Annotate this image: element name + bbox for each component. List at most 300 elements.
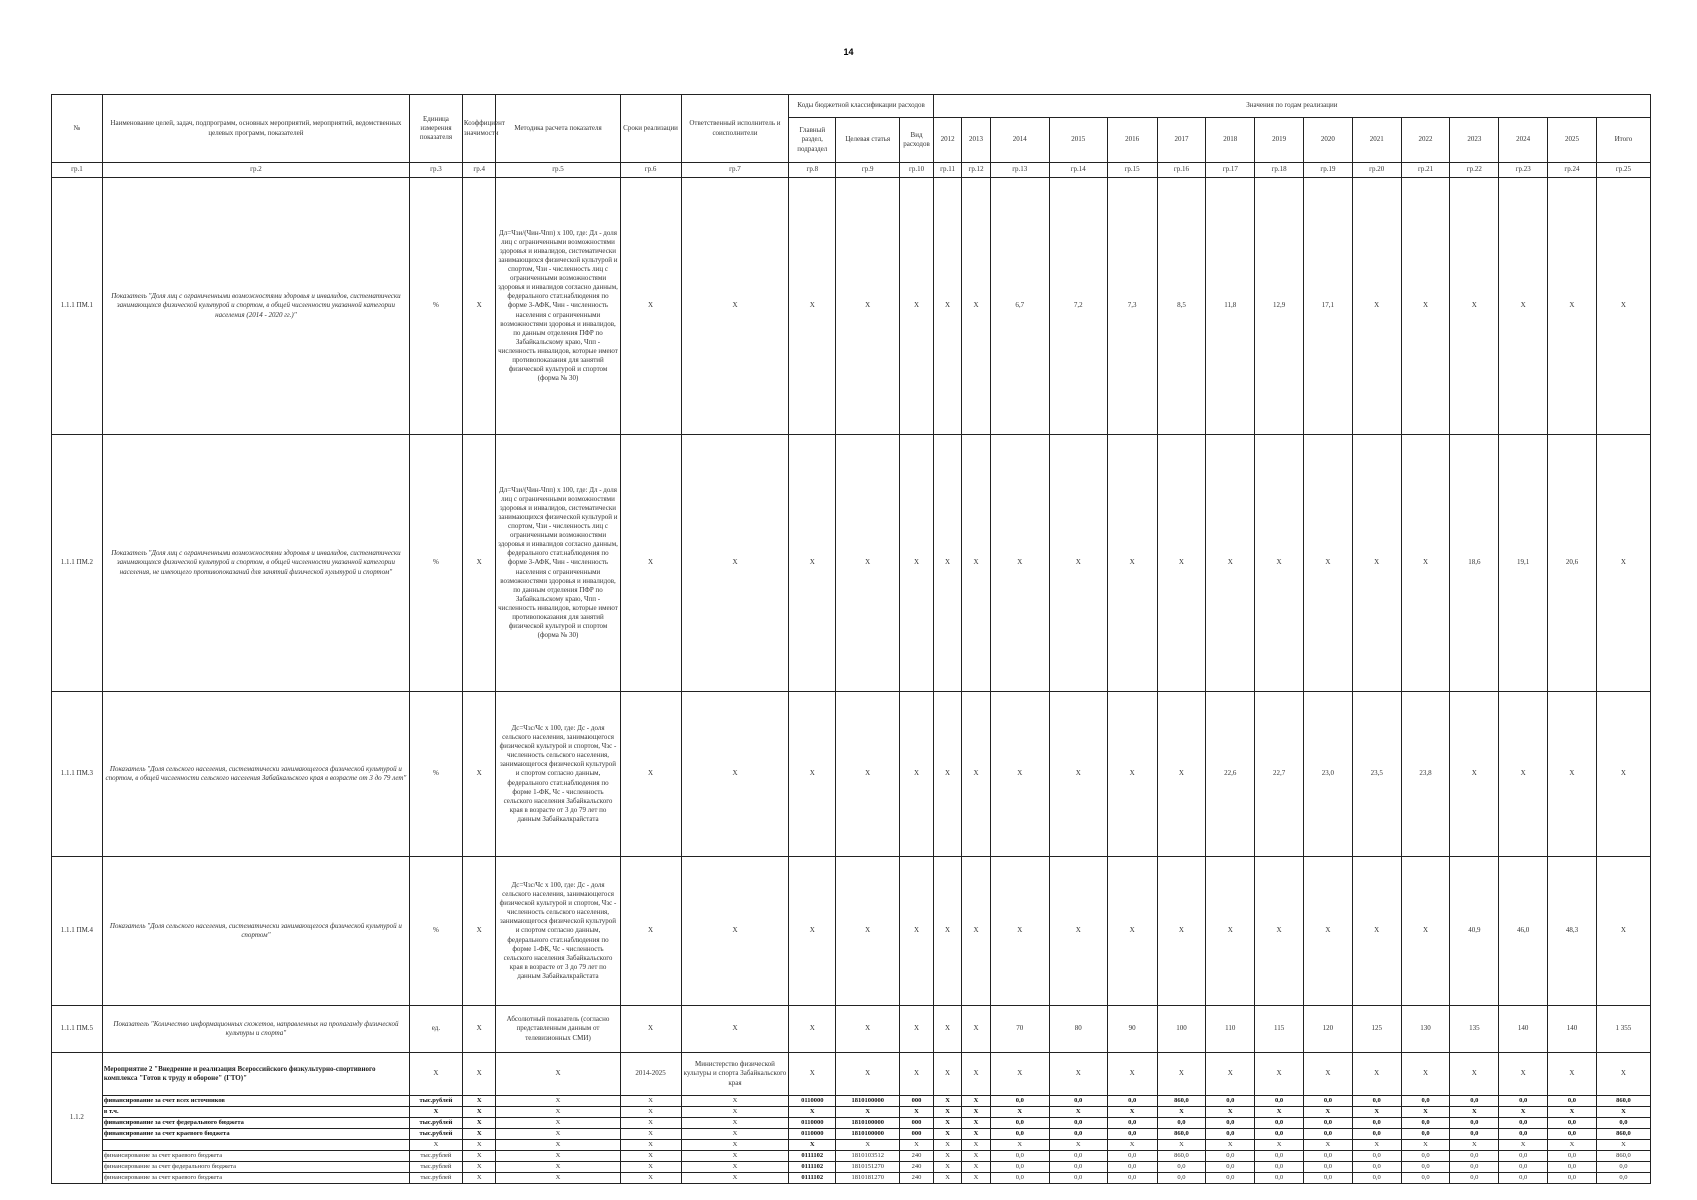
indicator-code-cs: X bbox=[836, 178, 900, 435]
year-value: 0,0 bbox=[1450, 1096, 1499, 1107]
funding-responsible: X bbox=[681, 1107, 789, 1118]
indicator-code-gr: X bbox=[789, 178, 836, 435]
funding-responsible: X bbox=[681, 1151, 789, 1162]
funding-coef: X bbox=[462, 1107, 496, 1118]
year-value: 19,1 bbox=[1499, 435, 1548, 692]
funding-method: X bbox=[496, 1118, 620, 1129]
year-value: 0,0 bbox=[1499, 1162, 1548, 1173]
year-value: X bbox=[1206, 1107, 1255, 1118]
column-number: гр.9 bbox=[836, 163, 900, 178]
column-number: гр.11 bbox=[933, 163, 961, 178]
indicator-code-gr: X bbox=[789, 1006, 836, 1053]
year-value: X bbox=[1107, 1140, 1157, 1151]
column-number: гр.8 bbox=[789, 163, 836, 178]
year-value: 0,0 bbox=[1049, 1096, 1107, 1107]
indicator-code-cs: X bbox=[836, 692, 900, 857]
funding-code-vr: X bbox=[900, 1107, 934, 1118]
table-body bbox=[52, 178, 1651, 1184]
funding-code-cs: X bbox=[836, 1107, 900, 1118]
measure-row bbox=[52, 1053, 1651, 1096]
funding-responsible: X bbox=[681, 1118, 789, 1129]
funding-label: финансирование за счет краевого бюджета bbox=[102, 1151, 409, 1162]
column-number: гр.6 bbox=[620, 163, 681, 178]
year-value: X bbox=[1157, 857, 1206, 1006]
year-value: 23,5 bbox=[1352, 692, 1401, 857]
year-value: X bbox=[1157, 1140, 1206, 1151]
year-value: 0,0 bbox=[1206, 1162, 1255, 1173]
year-value: 100 bbox=[1157, 1006, 1206, 1053]
funding-coef: X bbox=[462, 1129, 496, 1140]
column-number: гр.25 bbox=[1596, 163, 1650, 178]
indicator-term: X bbox=[620, 178, 681, 435]
year-value: X bbox=[933, 1107, 961, 1118]
year-value: 860,0 bbox=[1157, 1096, 1206, 1107]
funding-code-cs: 1810181270 bbox=[836, 1173, 900, 1184]
funding-responsible: X bbox=[681, 1140, 789, 1151]
year-value: X bbox=[1499, 178, 1548, 435]
indicator-code-vr: X bbox=[900, 1006, 934, 1053]
year-value: X bbox=[1596, 1053, 1650, 1096]
year-header: 2020 bbox=[1303, 118, 1352, 163]
year-value: 0,0 bbox=[1107, 1151, 1157, 1162]
year-value: X bbox=[1596, 1107, 1650, 1118]
funding-code-gr: X bbox=[789, 1107, 836, 1118]
year-value: 48,3 bbox=[1548, 857, 1597, 1006]
col-term-header: Сроки реализации bbox=[620, 95, 681, 163]
funding-row bbox=[52, 1096, 1651, 1107]
year-value: X bbox=[1596, 1140, 1650, 1151]
funding-method: X bbox=[496, 1096, 620, 1107]
year-value: X bbox=[1157, 1053, 1206, 1096]
year-value: 120 bbox=[1303, 1006, 1352, 1053]
year-value: X bbox=[1499, 692, 1548, 857]
funding-coef: X bbox=[462, 1096, 496, 1107]
funding-method: X bbox=[496, 1173, 620, 1184]
measure-code-gr: X bbox=[789, 1053, 836, 1096]
year-value: X bbox=[1107, 1107, 1157, 1118]
year-value: 0,0 bbox=[1255, 1162, 1304, 1173]
year-value: X bbox=[1255, 435, 1304, 692]
year-value: 0,0 bbox=[1107, 1118, 1157, 1129]
year-value: 0,0 bbox=[1450, 1151, 1499, 1162]
year-value: 0,0 bbox=[1049, 1151, 1107, 1162]
year-value: 0,0 bbox=[1401, 1118, 1450, 1129]
code-cs-header: Целевая статья bbox=[836, 118, 900, 163]
funding-code-vr: 240 bbox=[900, 1162, 934, 1173]
year-value: X bbox=[1049, 1053, 1107, 1096]
funding-term: X bbox=[620, 1173, 681, 1184]
col-method-header: Методика расчета показателя bbox=[496, 95, 620, 163]
year-value: X bbox=[1303, 857, 1352, 1006]
year-value: 0,0 bbox=[1255, 1129, 1304, 1140]
funding-unit: тыс.рублей bbox=[410, 1162, 463, 1173]
year-value: 0,0 bbox=[1303, 1173, 1352, 1184]
indicator-responsible: X bbox=[681, 435, 789, 692]
year-value: X bbox=[933, 692, 961, 857]
year-header: 2021 bbox=[1352, 118, 1401, 163]
year-value: X bbox=[990, 1107, 1049, 1118]
indicator-unit: % bbox=[410, 178, 463, 435]
year-value: 1 355 bbox=[1596, 1006, 1650, 1053]
funding-code-cs: 1810100000 bbox=[836, 1129, 900, 1140]
year-value: X bbox=[1450, 1053, 1499, 1096]
funding-code-gr: 0111102 bbox=[789, 1151, 836, 1162]
year-value: X bbox=[962, 1096, 990, 1107]
year-value: 0,0 bbox=[1548, 1096, 1597, 1107]
indicator-row bbox=[52, 692, 1651, 857]
funding-responsible: X bbox=[681, 1096, 789, 1107]
indicator-responsible: X bbox=[681, 857, 789, 1006]
funding-code-cs: 1810151270 bbox=[836, 1162, 900, 1173]
year-value: X bbox=[1303, 1107, 1352, 1118]
year-value: 0,0 bbox=[1049, 1118, 1107, 1129]
funding-term: X bbox=[620, 1151, 681, 1162]
indicator-name: Показатель "Доля сельского населения, систематически занимающегося физической культурой и спортом, в общей численности сельского населения Забайкальского края в возрасте от 3 до 79 лет" bbox=[102, 692, 409, 857]
indicator-term: X bbox=[620, 1006, 681, 1053]
budget-codes-header: Коды бюджетной классификации расходов bbox=[789, 95, 933, 118]
year-value: X bbox=[933, 1053, 961, 1096]
year-value: 0,0 bbox=[1596, 1118, 1650, 1129]
year-value: X bbox=[1049, 1107, 1107, 1118]
year-value: X bbox=[1255, 1107, 1304, 1118]
year-value: X bbox=[1049, 857, 1107, 1006]
year-header: Итого bbox=[1596, 118, 1650, 163]
year-value: X bbox=[1352, 1107, 1401, 1118]
year-value: X bbox=[990, 435, 1049, 692]
funding-row bbox=[52, 1173, 1651, 1184]
indicator-coef: X bbox=[462, 1006, 496, 1053]
column-number: гр.4 bbox=[462, 163, 496, 178]
year-value: 20,6 bbox=[1548, 435, 1597, 692]
table-header bbox=[52, 95, 1651, 178]
funding-label: финансирование за счет краевого бюджета bbox=[102, 1129, 409, 1140]
indicator-row bbox=[52, 435, 1651, 692]
year-value: X bbox=[1596, 692, 1650, 857]
funding-method: X bbox=[496, 1162, 620, 1173]
indicator-coef: X bbox=[462, 692, 496, 857]
year-value: X bbox=[1548, 1140, 1597, 1151]
year-value: X bbox=[990, 692, 1049, 857]
year-value: 0,0 bbox=[1450, 1129, 1499, 1140]
year-value: X bbox=[1255, 1140, 1304, 1151]
year-value: X bbox=[1157, 1107, 1206, 1118]
funding-row bbox=[52, 1107, 1651, 1118]
funding-row bbox=[52, 1162, 1651, 1173]
year-value: 0,0 bbox=[1352, 1118, 1401, 1129]
year-value: 0,0 bbox=[990, 1151, 1049, 1162]
year-value: 115 bbox=[1255, 1006, 1304, 1053]
year-value: X bbox=[1107, 1053, 1157, 1096]
year-value: X bbox=[1255, 1053, 1304, 1096]
funding-row bbox=[52, 1151, 1651, 1162]
indicator-code-gr: X bbox=[789, 692, 836, 857]
year-value: X bbox=[1049, 1140, 1107, 1151]
column-number: гр.7 bbox=[681, 163, 789, 178]
year-value: X bbox=[1596, 857, 1650, 1006]
year-value: X bbox=[933, 1118, 961, 1129]
funding-term: X bbox=[620, 1129, 681, 1140]
year-value: 0,0 bbox=[1450, 1118, 1499, 1129]
year-header: 2018 bbox=[1206, 118, 1255, 163]
year-header: 2022 bbox=[1401, 118, 1450, 163]
year-value: 0,0 bbox=[1548, 1129, 1597, 1140]
year-value: 0,0 bbox=[1352, 1151, 1401, 1162]
year-value: 0,0 bbox=[1206, 1173, 1255, 1184]
funding-label: в т.ч. bbox=[102, 1107, 409, 1118]
indicator-responsible: X bbox=[681, 692, 789, 857]
year-value: 90 bbox=[1107, 1006, 1157, 1053]
funding-label bbox=[102, 1140, 409, 1151]
funding-code-vr: 240 bbox=[900, 1173, 934, 1184]
page-number: 14 bbox=[843, 47, 854, 57]
funding-label: финансирование за счет краевого бюджета bbox=[102, 1173, 409, 1184]
indicator-code: 1.1.1 ПМ.4 bbox=[52, 857, 103, 1006]
year-value: 0,0 bbox=[1255, 1173, 1304, 1184]
funding-code-gr: 0111102 bbox=[789, 1173, 836, 1184]
funding-responsible: X bbox=[681, 1129, 789, 1140]
year-value: X bbox=[962, 1162, 990, 1173]
year-value: 0,0 bbox=[1255, 1151, 1304, 1162]
year-value: 140 bbox=[1548, 1006, 1597, 1053]
funding-label: финансирование за счет всех источников bbox=[102, 1096, 409, 1107]
column-number: гр.12 bbox=[962, 163, 990, 178]
funding-coef: X bbox=[462, 1118, 496, 1129]
year-value: X bbox=[962, 1107, 990, 1118]
indicator-code: 1.1.1 ПМ.5 bbox=[52, 1006, 103, 1053]
year-value: X bbox=[933, 1140, 961, 1151]
year-value: 0,0 bbox=[1049, 1129, 1107, 1140]
indicator-method: Дл=Чзи/(Чин-Чпп) х 100, где: Дл - доля лиц с ограниченными возможностями здоровья и инвалидов, систематически занимающихся физической культурой и спортом, Чзи - численность лиц с ограниченными возможностями здоровья и инвалидов согласно данным, федерального стат.наблюдения по форме 3-АФК, Чин - численность населения с ограниченными возможностями здоровья и инвалидов, по данным отделения ПФР по Забайкальскому краю, Чпп - численность инвалидов, которые имеют противопоказания для занятий физической культурой и спортом (форма № 30) bbox=[496, 435, 620, 692]
column-number: гр.24 bbox=[1548, 163, 1597, 178]
year-value: X bbox=[962, 1173, 990, 1184]
indicator-code-cs: X bbox=[836, 857, 900, 1006]
col-resp-header: Ответственный исполнитель и соисполнители bbox=[681, 95, 789, 163]
year-value: 0,0 bbox=[1548, 1162, 1597, 1173]
indicator-coef: X bbox=[462, 435, 496, 692]
year-value: X bbox=[962, 1140, 990, 1151]
year-value: X bbox=[962, 1006, 990, 1053]
indicator-code-vr: X bbox=[900, 857, 934, 1006]
year-value: 0,0 bbox=[1107, 1096, 1157, 1107]
year-header: 2017 bbox=[1157, 118, 1206, 163]
year-value: X bbox=[962, 1118, 990, 1129]
column-number: гр.20 bbox=[1352, 163, 1401, 178]
code-gr-header: Главный раздел, подраздел bbox=[789, 118, 836, 163]
col-unit-header: Единица измерения показателя bbox=[410, 95, 463, 163]
year-value: X bbox=[1548, 692, 1597, 857]
year-value: X bbox=[1450, 692, 1499, 857]
year-value: 0,0 bbox=[1303, 1129, 1352, 1140]
year-value: X bbox=[1548, 1107, 1597, 1118]
funding-term: X bbox=[620, 1162, 681, 1173]
indicator-name: Показатель "Доля лиц с ограниченными возможностями здоровья и инвалидов, систематически занимающихся физической культурой и спортом, в общей численности указанной категории населения (2014 - 2020 гг.)" bbox=[102, 178, 409, 435]
year-value: 0,0 bbox=[1107, 1129, 1157, 1140]
indicator-code: 1.1.1 ПМ.1 bbox=[52, 178, 103, 435]
values-header: Значения по годам реализации bbox=[933, 95, 1650, 118]
year-value: 0,0 bbox=[1157, 1162, 1206, 1173]
column-number: гр.13 bbox=[990, 163, 1049, 178]
year-value: 7,3 bbox=[1107, 178, 1157, 435]
funding-method: X bbox=[496, 1140, 620, 1151]
year-value: 0,0 bbox=[1206, 1151, 1255, 1162]
funding-code-cs: 1810100000 bbox=[836, 1096, 900, 1107]
funding-label: финансирование за счет федерального бюджета bbox=[102, 1162, 409, 1173]
indicator-responsible: X bbox=[681, 178, 789, 435]
indicator-responsible: X bbox=[681, 1006, 789, 1053]
year-value: 0,0 bbox=[1548, 1173, 1597, 1184]
year-value: X bbox=[1450, 1107, 1499, 1118]
column-number: гр.10 bbox=[900, 163, 934, 178]
year-value: X bbox=[1303, 1140, 1352, 1151]
year-header: 2014 bbox=[990, 118, 1049, 163]
year-value: X bbox=[1450, 1140, 1499, 1151]
funding-unit: X bbox=[410, 1107, 463, 1118]
year-value: 6,7 bbox=[990, 178, 1049, 435]
column-number: гр.14 bbox=[1049, 163, 1107, 178]
year-value: 0,0 bbox=[990, 1162, 1049, 1173]
year-value: 860,0 bbox=[1157, 1151, 1206, 1162]
funding-unit: тыс.рублей bbox=[410, 1151, 463, 1162]
year-value: 0,0 bbox=[1401, 1151, 1450, 1162]
funding-term: X bbox=[620, 1107, 681, 1118]
year-value: 0,0 bbox=[1401, 1129, 1450, 1140]
funding-unit: X bbox=[410, 1140, 463, 1151]
year-value: X bbox=[962, 857, 990, 1006]
year-value: X bbox=[1157, 435, 1206, 692]
indicator-unit: ед. bbox=[410, 1006, 463, 1053]
indicator-method: Дс=Чзс/Чс х 100, где: Дс - доля сельского населения, занимающегося физической культурой и спортом, Чзс - численность сельского населения, занимающегося физической культурой и спортом согласно данным, федерального стат.наблюдения по форме 1-ФК, Чс - численность сельского населения Забайкальского края в возрасте от 3 до 79 лет по данным Забайкалкрайстата bbox=[496, 857, 620, 1006]
measure-code-cs: X bbox=[836, 1053, 900, 1096]
indicator-code-gr: X bbox=[789, 435, 836, 692]
year-value: X bbox=[1107, 692, 1157, 857]
funding-code-gr: 0110000 bbox=[789, 1129, 836, 1140]
measure-responsible: Министерство физической культуры и спорта Забайкальского края bbox=[681, 1053, 789, 1096]
year-value: 23,0 bbox=[1303, 692, 1352, 857]
year-value: 11,8 bbox=[1206, 178, 1255, 435]
year-value: 40,9 bbox=[1450, 857, 1499, 1006]
year-value: X bbox=[1157, 692, 1206, 857]
year-value: 0,0 bbox=[1401, 1162, 1450, 1173]
indicator-unit: % bbox=[410, 435, 463, 692]
year-value: X bbox=[1206, 857, 1255, 1006]
indicator-code-vr: X bbox=[900, 178, 934, 435]
indicator-name: Показатель "Количество информационных сюжетов, направленных на пропаганду физической культуры и спорта" bbox=[102, 1006, 409, 1053]
year-value: 0,0 bbox=[1401, 1096, 1450, 1107]
year-value: 18,6 bbox=[1450, 435, 1499, 692]
year-value: 0,0 bbox=[1206, 1129, 1255, 1140]
funding-coef: X bbox=[462, 1140, 496, 1151]
year-value: 0,0 bbox=[990, 1173, 1049, 1184]
year-value: 860,0 bbox=[1596, 1151, 1650, 1162]
year-value: 0,0 bbox=[1303, 1162, 1352, 1173]
year-value: X bbox=[933, 178, 961, 435]
year-value: 125 bbox=[1352, 1006, 1401, 1053]
indicator-term: X bbox=[620, 435, 681, 692]
year-value: 70 bbox=[990, 1006, 1049, 1053]
year-value: 0,0 bbox=[1157, 1173, 1206, 1184]
funding-term: X bbox=[620, 1096, 681, 1107]
year-value: X bbox=[962, 435, 990, 692]
funding-method: X bbox=[496, 1151, 620, 1162]
funding-coef: X bbox=[462, 1173, 496, 1184]
funding-row bbox=[52, 1140, 1651, 1151]
year-value: 0,0 bbox=[1206, 1096, 1255, 1107]
funding-responsible: X bbox=[681, 1162, 789, 1173]
funding-term: X bbox=[620, 1118, 681, 1129]
year-value: X bbox=[1401, 178, 1450, 435]
funding-method: X bbox=[496, 1107, 620, 1118]
year-value: 7,2 bbox=[1049, 178, 1107, 435]
year-value: X bbox=[1303, 1053, 1352, 1096]
indicator-name: Показатель "Доля лиц с ограниченными возможностями здоровья и инвалидов, систематически занимающихся физической культурой и спортом, в общей численности указанной категории населения, не имеющего противопоказаний для занятий физической культурой и спортом" bbox=[102, 435, 409, 692]
funding-unit: тыс.рублей bbox=[410, 1096, 463, 1107]
indicator-name: Показатель "Доля сельского населения, систематически занимающегося физической культурой и спортом" bbox=[102, 857, 409, 1006]
year-value: 130 bbox=[1401, 1006, 1450, 1053]
year-value: 0,0 bbox=[1352, 1173, 1401, 1184]
year-value: X bbox=[1596, 178, 1650, 435]
measure-code: 1.1.2 bbox=[52, 1053, 103, 1184]
year-value: X bbox=[1401, 1053, 1450, 1096]
year-value: 0,0 bbox=[1255, 1096, 1304, 1107]
funding-code-vr: 240 bbox=[900, 1151, 934, 1162]
funding-coef: X bbox=[462, 1162, 496, 1173]
year-value: 0,0 bbox=[1049, 1162, 1107, 1173]
funding-row bbox=[52, 1129, 1651, 1140]
year-value: 0,0 bbox=[1548, 1118, 1597, 1129]
year-value: 12,9 bbox=[1255, 178, 1304, 435]
year-value: 0,0 bbox=[1596, 1173, 1650, 1184]
indicator-code: 1.1.1 ПМ.3 bbox=[52, 692, 103, 857]
year-value: X bbox=[1548, 178, 1597, 435]
year-value: X bbox=[1303, 435, 1352, 692]
year-header: 2024 bbox=[1499, 118, 1548, 163]
year-value: X bbox=[1352, 1140, 1401, 1151]
year-value: 0,0 bbox=[1049, 1173, 1107, 1184]
funding-code-gr: 0111102 bbox=[789, 1162, 836, 1173]
year-value: 0,0 bbox=[990, 1118, 1049, 1129]
year-value: X bbox=[1450, 178, 1499, 435]
year-value: X bbox=[962, 1053, 990, 1096]
year-value: 46,0 bbox=[1499, 857, 1548, 1006]
year-value: X bbox=[1255, 857, 1304, 1006]
code-vr-header: Вид расходов bbox=[900, 118, 934, 163]
year-value: X bbox=[962, 1151, 990, 1162]
year-value: X bbox=[962, 692, 990, 857]
year-value: 0,0 bbox=[1499, 1173, 1548, 1184]
year-value: X bbox=[1596, 435, 1650, 692]
year-value: 0,0 bbox=[1450, 1162, 1499, 1173]
year-value: X bbox=[933, 1162, 961, 1173]
year-value: 0,0 bbox=[1352, 1096, 1401, 1107]
column-number: гр.5 bbox=[496, 163, 620, 178]
year-value: 0,0 bbox=[1548, 1151, 1597, 1162]
year-value: 140 bbox=[1499, 1006, 1548, 1053]
column-number-row bbox=[52, 163, 1651, 178]
year-header: 2013 bbox=[962, 118, 990, 163]
indicator-row bbox=[52, 1006, 1651, 1053]
year-value: 0,0 bbox=[1499, 1096, 1548, 1107]
year-value: 0,0 bbox=[1157, 1118, 1206, 1129]
year-value: X bbox=[1352, 1053, 1401, 1096]
funding-code-cs: X bbox=[836, 1140, 900, 1151]
column-number: гр.3 bbox=[410, 163, 463, 178]
year-header: 2016 bbox=[1107, 118, 1157, 163]
year-header: 2025 bbox=[1548, 118, 1597, 163]
year-value: X bbox=[933, 1096, 961, 1107]
measure-method: X bbox=[496, 1053, 620, 1096]
indicator-code-cs: X bbox=[836, 1006, 900, 1053]
year-value: X bbox=[1401, 857, 1450, 1006]
